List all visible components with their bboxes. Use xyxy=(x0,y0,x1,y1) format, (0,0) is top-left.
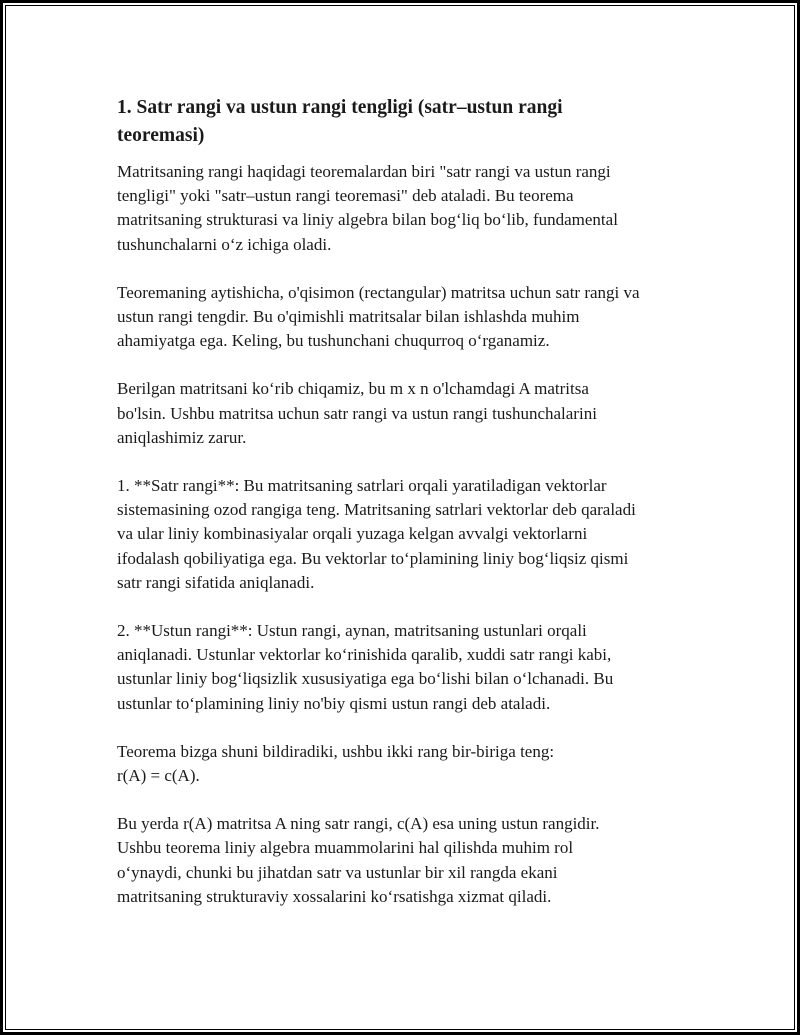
text-line: aniqlashimiz zarur. xyxy=(117,427,247,447)
text-line: aniqlanadi. Ustunlar vektorlar ko‘rinishida qaralib, xuddi satr rangi kabi, xyxy=(117,645,612,665)
text-line: Ushbu teorema liniy algebra muammolarini hal qilishda muhim rol xyxy=(117,838,574,858)
text-line: matritsaning strukturasi va liniy algebra bilan bog‘liq bo‘lib, fundamental xyxy=(117,210,618,230)
text-line: matritsaning strukturaviy xossalarini ko‘rsatishga xizmat qiladi. xyxy=(117,886,552,906)
text-line: sistemasining ozod rangiga teng. Matritsaning satrlari vektorlar deb qaraladi xyxy=(117,500,636,520)
paragraph-intro xyxy=(117,160,697,257)
document-page xyxy=(117,94,697,933)
text-line: Bu yerda r(A) matritsa A ning satr rangi, c(A) esa uning ustun rangidir. xyxy=(117,814,600,834)
paragraph-column-rank xyxy=(117,619,697,716)
paragraph-row-rank xyxy=(117,474,697,595)
heading-line: 1. Satr rangi va ustun rangi tengligi (satr–ustun rangi xyxy=(117,97,563,118)
text-line: va ular liniy kombinasiyalar orqali yuzaga kelgan avvalgi vektorlarni xyxy=(117,524,588,544)
formula-line: r(A) = c(A). xyxy=(117,766,200,786)
paragraph-theorem-statement xyxy=(117,281,697,354)
text-line: ustunlar liniy bog‘liqsizlik xususiyatiga ega bo‘lishi bilan o‘lchanadi. Bu xyxy=(117,669,614,689)
text-line: 2. **Ustun rangi**: Ustun rangi, aynan, matritsaning ustunlari orqali xyxy=(117,621,587,641)
text-line: ustunlar to‘plamining liniy no'biy qismi ustun rangi deb ataladi. xyxy=(117,693,551,713)
text-line: o‘ynaydi, chunki bu jihatdan satr va ustunlar bir xil rangda ekani xyxy=(117,862,558,882)
text-line: satr rangi sifatida aniqlanadi. xyxy=(117,572,315,592)
heading-line: teoremasi) xyxy=(117,125,205,146)
section-heading xyxy=(117,94,697,150)
text-line: tengligi" yoki "satr–ustun rangi teoremasi" deb ataladi. Bu teorema xyxy=(117,186,574,206)
text-line: Matritsaning rangi haqidagi teoremalardan biri "satr rangi va ustun rangi xyxy=(117,162,611,181)
paragraph-equality xyxy=(117,740,697,788)
text-line: bo'lsin. Ushbu matritsa uchun satr rangi va ustun rangi tushunchalarini xyxy=(117,403,597,423)
text-line: Teoremaning aytishicha, o'qisimon (rectangular) matritsa uchun satr rangi va xyxy=(117,282,640,302)
text-line: ustun rangi tengdir. Bu o'qimishli matritsalar bilan ishlashda muhim xyxy=(117,307,580,327)
text-line: ifodalash qobiliyatiga ega. Bu vektorlar to‘plamining liniy bog‘liqsiz qismi xyxy=(117,548,629,568)
text-line: ahamiyatga ega. Keling, bu tushunchani chuqurroq o‘rganamiz. xyxy=(117,331,550,351)
text-line: 1. **Satr rangi**: Bu matritsaning satrlari orqali yaratiladigan vektorlar xyxy=(117,476,607,496)
paragraph-conclusion xyxy=(117,812,697,909)
text-line: Teorema bizga shuni bildiradiki, ushbu ikki rang bir-biriga teng: xyxy=(117,741,555,761)
paragraph-matrix-definition xyxy=(117,377,697,450)
text-line: Berilgan matritsani ko‘rib chiqamiz, bu m x n o'lchamdagi A matritsa xyxy=(117,379,589,399)
text-line: tushunchalarni o‘z ichiga oladi. xyxy=(117,234,332,254)
